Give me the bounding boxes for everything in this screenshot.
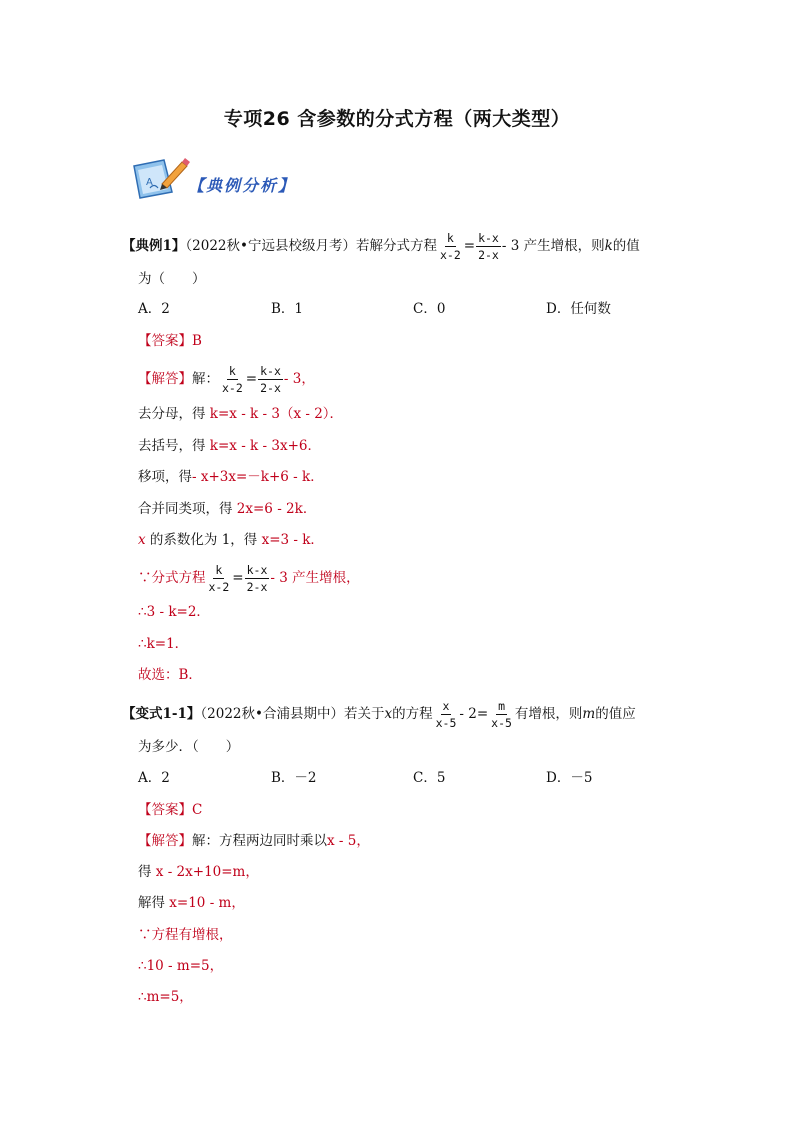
- answer-value: C: [192, 802, 203, 818]
- solution-step: ∴m=5，: [138, 989, 193, 1005]
- solution-prefix: 解：: [192, 371, 219, 387]
- solution-step: 得 x - 2x+10=m，: [138, 864, 259, 880]
- example1-question: [122, 231, 640, 262]
- question-text: 的值应: [595, 706, 636, 722]
- solution-step: 去分母，得 k=x - k - 3（x - 2）．: [138, 406, 344, 422]
- therefore-line: ∴3 - k=2．: [138, 604, 210, 620]
- page-title: 专项26 含参数的分式方程（两大类型）: [223, 108, 571, 130]
- answer-line: [138, 801, 202, 819]
- solution-line: [138, 832, 370, 850]
- solution-step: 解得 x=10 - m，: [138, 895, 245, 911]
- solution-step: ∴10 - m=5，: [138, 958, 224, 974]
- solution-expr: x - 5，: [327, 833, 370, 849]
- solution-step: 合并同类项，得 2x=6 - 2k．: [138, 501, 317, 517]
- example-source: （2022秋•宁远县校级月考）若解分式方程: [185, 238, 437, 254]
- solution-label: 【解答】: [138, 833, 192, 849]
- equals: =: [245, 371, 258, 387]
- fraction: $\frac{x}{x-5}$: [435, 699, 457, 730]
- solution-text: 解：方程两边同时乘以: [192, 833, 327, 849]
- variant-source: （2022秋•合浦县期中）若关于: [200, 706, 385, 722]
- equals: =: [463, 238, 476, 254]
- solution-step: 去括号，得 k=x - k - 3x+6．: [138, 438, 321, 454]
- question-text: - 2=: [459, 706, 489, 722]
- fraction: $\frac{k-x}{2-x}$: [246, 563, 268, 594]
- fraction: $\frac{k-x}{2-x}$: [260, 364, 281, 395]
- example1-question-line2: 为（ ）: [138, 271, 206, 287]
- variable: x: [384, 706, 393, 722]
- question-text: - 3 产生增根，则: [501, 238, 605, 254]
- fraction: $\frac{k}{x-2}$: [439, 231, 461, 262]
- option-a: A．2: [138, 301, 170, 317]
- variable: k: [604, 238, 613, 254]
- solution-step: x 的系数化为 1，得 x=3 - k．: [138, 532, 324, 548]
- variant1-question-line2: 为多少．（ ）: [138, 739, 240, 755]
- variable: m: [582, 706, 596, 722]
- answer-label: 【答案】: [138, 333, 192, 349]
- because-line: [138, 563, 360, 594]
- question-text: 的值: [612, 238, 640, 254]
- solution-text: - 3，: [283, 371, 315, 387]
- equals: =: [232, 570, 244, 586]
- fraction: $\frac{k-x}{2-x}$: [478, 231, 499, 262]
- banner-title: 【典例分析】: [188, 176, 297, 195]
- option-d: D．任何数: [546, 301, 611, 317]
- answer-line: [138, 332, 202, 350]
- choose-line: 故选：B．: [138, 667, 202, 683]
- option-d: D．－5: [546, 770, 593, 786]
- solution-step: 移项，得- x+3x=－k+6 - k．: [138, 469, 324, 485]
- answer-value: B: [192, 333, 202, 349]
- fraction: $\frac{k}{x-2}$: [222, 364, 243, 395]
- variant-label: 【变式1-1】: [122, 706, 201, 722]
- question-text: 的方程: [392, 706, 433, 722]
- because-text: - 3 产生增根，: [270, 570, 360, 586]
- answer-label: 【答案】: [138, 802, 192, 818]
- paper-pencil-icon: [128, 152, 190, 204]
- option-c: C．5: [413, 770, 446, 786]
- solution-line: [138, 364, 315, 395]
- option-b: B．1: [271, 301, 304, 317]
- fraction: $\frac{k}{x-2}$: [208, 563, 230, 594]
- fraction: $\frac{m}{x-5}$: [491, 699, 512, 730]
- variant1-question: [122, 699, 636, 730]
- option-b: B．－2: [271, 770, 317, 786]
- example-label: 【典例1】: [122, 238, 186, 254]
- question-text: 有增根，则: [514, 706, 583, 722]
- because-text: ∵分式方程: [138, 570, 206, 586]
- solution-label: 【解答】: [138, 371, 192, 387]
- option-c: C．0: [413, 301, 446, 317]
- svg-text:A: A: [146, 177, 153, 188]
- option-a: A．2: [138, 770, 170, 786]
- therefore-line: ∴k=1．: [138, 636, 189, 652]
- solution-step: ∵方程有增根，: [138, 927, 233, 943]
